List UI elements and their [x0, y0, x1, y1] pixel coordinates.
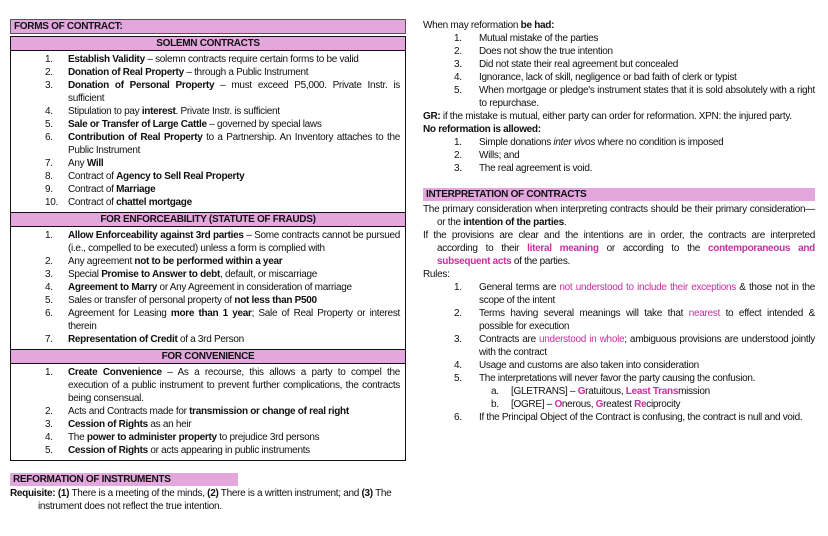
text-segment: Contract of — [68, 171, 117, 182]
list-item — [423, 149, 815, 162]
list-item — [423, 71, 815, 84]
list-item-number: 7. — [45, 158, 53, 169]
list-item-text — [68, 366, 400, 405]
text-segment: . — [563, 217, 567, 228]
list-item-number: 6. — [45, 308, 53, 319]
text-segment: Mutual mistake of the parties — [479, 33, 599, 44]
text-segment: Special — [68, 269, 102, 280]
text-segment: not understood to include their exceptions — [559, 282, 736, 293]
list-item-number: a. — [491, 386, 499, 397]
list-item — [423, 162, 815, 175]
text-segment: Re — [634, 399, 647, 410]
list-item-number: 3. — [45, 419, 53, 430]
no-reformation-list — [423, 136, 815, 175]
list-item-text — [68, 405, 400, 418]
list-item-text — [479, 32, 815, 45]
text-segment: Marriage — [116, 184, 156, 195]
list-item — [11, 53, 400, 66]
text-segment: nerous, — [561, 399, 596, 410]
list-item — [11, 157, 400, 170]
text-segment: Promise to Answer to debt — [101, 269, 221, 280]
text-segment: Least Trans — [625, 386, 679, 397]
text-segment: chattel mortgage — [116, 197, 192, 208]
solemn-contracts-header: SOLEMN CONTRACTS — [11, 37, 405, 51]
text-segment: If the Principal Object of the Contract is confusing, the contract is null and void. — [479, 412, 803, 423]
list-item — [11, 118, 400, 131]
list-item-text — [68, 157, 400, 170]
text-segment: be had: — [520, 20, 555, 31]
list-item-number: 4. — [454, 360, 462, 371]
list-item-number: 5. — [454, 85, 462, 96]
no-reformation-heading — [423, 123, 815, 136]
list-item-number: 2. — [454, 46, 462, 57]
text-segment: Requisite: (1) — [10, 488, 70, 499]
right-column — [423, 19, 815, 513]
text-segment: or acts appearing in public instruments — [147, 445, 310, 456]
list-item-number: 5. — [45, 119, 53, 130]
text-segment: The — [68, 432, 87, 443]
text-segment: ciprocity — [646, 399, 681, 410]
text-segment: Acts and Contracts made for — [68, 406, 190, 417]
text-segment: Agreement to Marry — [68, 282, 158, 293]
list-item — [11, 281, 400, 294]
text-segment: Sales or transfer of personal property of — [68, 295, 235, 306]
left-column — [10, 19, 406, 513]
list-item-number: 4. — [45, 282, 53, 293]
text-segment: contemporaneous and subsequent acts — [437, 243, 815, 267]
text-segment: or Any Agreement in consideration of marriage — [157, 282, 352, 293]
text-segment: (3) — [361, 488, 373, 499]
list-item — [423, 58, 815, 71]
text-segment: Any agreement — [68, 256, 135, 267]
list-item-number: 3. — [45, 269, 53, 280]
list-item-number: 7. — [45, 334, 53, 345]
text-segment: Cession of Rights — [68, 419, 148, 430]
text-segment: Sale or Transfer of Large Cattle — [68, 119, 207, 130]
sub-list-item — [423, 398, 815, 411]
text-segment: When may reformation — [423, 20, 521, 31]
text-segment: to effect intended & possible for execution — [479, 308, 815, 332]
list-item-number: 10. — [45, 197, 59, 208]
text-segment: There is a meeting of the minds, — [69, 488, 208, 499]
rules-label: Rules: — [423, 269, 450, 280]
list-item — [11, 268, 400, 281]
list-item-text — [479, 162, 815, 175]
text-segment: of a 3rd Person — [177, 334, 244, 345]
list-item-text — [68, 294, 400, 307]
list-item-number: 1. — [45, 54, 53, 65]
list-item-text — [479, 45, 815, 58]
forms-of-contract-header: FORMS OF CONTRACT: — [10, 19, 406, 34]
list-item-text — [479, 372, 815, 385]
list-item-text — [479, 281, 815, 307]
interpretation-paragraph-1 — [423, 203, 815, 229]
list-item — [11, 366, 400, 405]
text-segment: if the mistake is mutual, either party can order for reformation. XPN: the injured party. — [440, 111, 792, 122]
text-segment: understood in whole — [539, 334, 625, 345]
text-segment: Representation of Credit — [68, 334, 178, 345]
list-item-text — [479, 84, 815, 110]
enforceability-header: FOR ENFORCEABILITY (STATUTE OF FRAUDS) — [11, 213, 405, 227]
list-item — [11, 294, 400, 307]
list-item-number: 3. — [454, 334, 462, 345]
interpretation-paragraph-2 — [423, 229, 815, 268]
text-segment: – solemn contracts require certain forms to be valid — [144, 54, 359, 65]
list-item-number: 2. — [45, 406, 53, 417]
list-item-text — [479, 149, 815, 162]
list-item — [423, 333, 815, 359]
text-segment: Donation of Personal Property — [68, 80, 215, 91]
text-segment: to a Partnership. An Inventory attaches to the Public Instrument — [68, 132, 400, 156]
text-segment: The real agreement is void. — [479, 163, 593, 174]
text-segment: Ignorance, lack of skill, negligence or bad faith of clerk or typist — [479, 72, 737, 83]
list-item-text — [479, 58, 815, 71]
list-item-number: 9. — [45, 184, 53, 195]
text-segment: [GLETRANS] – — [511, 386, 578, 397]
text-segment: When mortgage or pledge's instrument states that it is sold absolutely with a right to repurchase. — [479, 85, 815, 109]
list-item-number: 6. — [454, 412, 462, 423]
list-item — [11, 196, 400, 209]
text-segment: Allow Enforceability against 3rd parties — [68, 230, 244, 241]
list-item — [423, 372, 815, 385]
text-segment: O — [554, 399, 562, 410]
text-segment: No reformation is allowed: — [423, 124, 541, 135]
text-segment: Any — [68, 158, 87, 169]
list-item-text — [68, 229, 400, 255]
list-item — [11, 229, 400, 255]
convenience-list — [11, 364, 405, 460]
text-segment: Establish Validity — [68, 54, 145, 65]
list-item-text — [68, 307, 400, 333]
list-item — [423, 84, 815, 110]
text-segment: , default, or miscarriage — [220, 269, 318, 280]
list-item-text — [68, 66, 400, 79]
list-item-text — [68, 118, 400, 131]
text-segment: Contribution of Real Property — [68, 132, 203, 143]
text-segment: ; Sale of Real Property or interest therein — [68, 308, 400, 332]
sub-list-item — [423, 385, 815, 398]
text-segment: transmission or change of real right — [189, 406, 349, 417]
list-item-number: 4. — [45, 432, 53, 443]
text-segment: Agreement for Leasing — [68, 308, 171, 319]
text-segment: The primary consideration when interpreting contracts should be their primary consideration—or the — [423, 204, 815, 228]
list-item-text — [68, 281, 400, 294]
list-item-number: 5. — [45, 295, 53, 306]
text-segment: GR: — [423, 111, 441, 122]
text-segment: [OGRE] – — [511, 399, 555, 410]
list-item-text — [479, 307, 815, 333]
text-segment: Stipulation to pay — [68, 106, 142, 117]
list-item — [423, 136, 815, 149]
list-item-number: 1. — [454, 282, 462, 293]
text-segment: literal meaning — [527, 243, 599, 254]
list-item — [11, 79, 400, 105]
contracts-table — [10, 36, 406, 461]
list-item — [11, 431, 400, 444]
text-segment: G — [595, 399, 604, 410]
list-item — [423, 281, 815, 307]
text-segment: Simple donations — [479, 137, 554, 148]
text-segment: nearest — [688, 308, 720, 319]
list-item — [11, 105, 400, 118]
list-item-text — [479, 136, 815, 149]
text-segment: inter vivos — [553, 137, 596, 148]
text-segment: – Some contracts cannot be pursued (i.e., compelled to be executed) unless a form is complied with — [68, 230, 400, 254]
text-segment: as an heir — [147, 419, 192, 430]
text-segment: If the provisions are clear and the intentions are in order, the contracts are interpreted according to their — [423, 230, 815, 254]
list-item-number: 5. — [45, 445, 53, 456]
list-item-number: 3. — [454, 59, 462, 70]
list-item-text — [68, 53, 400, 66]
text-segment: reatest — [603, 399, 635, 410]
list-item-text — [68, 444, 400, 457]
list-item — [11, 418, 400, 431]
text-segment: G — [577, 386, 586, 397]
list-item — [423, 359, 815, 372]
text-segment: ratuitous, — [585, 386, 626, 397]
text-segment: Contract of — [68, 184, 117, 195]
list-item-text — [479, 71, 815, 84]
list-item-text — [68, 79, 400, 105]
list-item-number: 8. — [45, 171, 53, 182]
list-item — [11, 307, 400, 333]
text-segment: power to administer property — [86, 432, 217, 443]
list-item-number: 5. — [454, 373, 462, 384]
text-segment: Does not show the true intention — [479, 46, 613, 57]
list-item-text — [68, 431, 400, 444]
list-item-text — [479, 333, 815, 359]
list-item-number: 1. — [45, 230, 53, 241]
list-item — [423, 45, 815, 58]
solemn-contracts-list — [11, 51, 405, 213]
reformation-of-instruments-header: REFORMATION OF INSTRUMENTS — [10, 473, 238, 486]
list-item — [423, 411, 815, 424]
list-item — [11, 405, 400, 418]
text-segment: Donation of Real Property — [68, 67, 184, 78]
list-item-number: 1. — [454, 137, 462, 148]
list-item-text — [479, 359, 815, 372]
text-segment: General terms are — [479, 282, 560, 293]
list-item-text — [68, 105, 400, 118]
when-reformation-list — [423, 32, 815, 110]
list-item-text — [68, 333, 400, 346]
text-segment: not to be performed within a year — [134, 256, 283, 267]
list-item-text — [68, 196, 400, 209]
text-segment: – must exceed P5,000. Private Instr. is sufficient — [68, 80, 401, 104]
text-segment: – As a recourse, this allows a party to compel the execution of a public instrument to prevent further complications, the contracts being consensual. — [68, 367, 401, 404]
text-segment: – governed by special laws — [206, 119, 322, 130]
list-item-number: b. — [491, 399, 499, 410]
text-segment: Create Convenience — [68, 367, 162, 378]
list-item-number: 3. — [45, 80, 53, 91]
text-segment: ; ambiguous provisions are understood jointly with the contract — [479, 334, 815, 358]
gr-paragraph — [423, 110, 815, 123]
list-item-text — [479, 411, 815, 424]
list-item-text — [68, 268, 400, 281]
text-segment: intention of the parties — [463, 217, 564, 228]
list-item-number: 6. — [45, 132, 53, 143]
list-item — [11, 131, 400, 157]
list-item — [11, 170, 400, 183]
list-item-text — [68, 170, 400, 183]
list-item-number: 2. — [45, 256, 53, 267]
text-segment: Wills; and — [479, 150, 520, 161]
list-item-text — [68, 255, 400, 268]
list-item-number: 2. — [454, 308, 462, 319]
text-segment: Will — [86, 158, 104, 169]
list-item-number: 2. — [454, 150, 462, 161]
list-item-number: 1. — [45, 367, 53, 378]
list-item — [11, 333, 400, 346]
list-item — [423, 307, 815, 333]
text-segment: The instrument does not reflect the true intention. — [38, 488, 392, 512]
list-item — [11, 255, 400, 268]
interpretation-of-contracts-header: INTERPRETATION OF CONTRACTS — [423, 188, 815, 201]
text-segment: Contract of — [68, 197, 117, 208]
text-segment: The interpretations will never favor the party causing the confusion. — [479, 373, 756, 384]
list-item-text — [511, 385, 815, 398]
list-item-number: 4. — [454, 72, 462, 83]
list-item-number: 1. — [454, 33, 462, 44]
text-segment: There is a written instrument; and — [218, 488, 362, 499]
text-segment: Agency to Sell Real Property — [116, 171, 245, 182]
list-item-text — [68, 131, 400, 157]
text-segment: – through a Public Instrument — [183, 67, 309, 78]
list-item-number: 4. — [45, 106, 53, 117]
list-item — [11, 444, 400, 457]
rules-list — [423, 281, 815, 424]
requisite-paragraph — [10, 487, 406, 513]
text-segment: Terms having several meanings will take that — [479, 308, 689, 319]
text-segment: interest — [141, 106, 176, 117]
enforceability-list — [11, 227, 405, 350]
list-item-text — [68, 418, 400, 431]
list-item — [423, 32, 815, 45]
text-segment: mission — [678, 386, 710, 397]
list-item — [11, 66, 400, 79]
text-segment: Cession of Rights — [68, 445, 148, 456]
when-reformation-heading — [423, 19, 815, 32]
text-segment: more than 1 year — [170, 308, 252, 319]
text-segment: not less than P500 — [234, 295, 317, 306]
convenience-header: FOR CONVENIENCE — [11, 350, 405, 364]
text-segment: where no condition is imposed — [595, 137, 724, 148]
text-segment: . Private Instr. is sufficient — [175, 106, 280, 117]
list-item-text — [511, 398, 815, 411]
list-item-number: 3. — [454, 163, 462, 174]
list-item-number: 2. — [45, 67, 53, 78]
text-segment: of the parties. — [511, 256, 570, 267]
list-item — [11, 183, 400, 196]
text-segment: Usage and customs are also taken into consideration — [479, 360, 699, 371]
text-segment: Contracts are — [479, 334, 540, 345]
text-segment: to prejudice 3rd persons — [216, 432, 320, 443]
text-segment: Did not state their real agreement but concealed — [479, 59, 679, 70]
text-segment: or according to the — [598, 243, 708, 254]
text-segment: (2) — [207, 488, 219, 499]
text-segment: & those not in the scope of the intent — [479, 282, 815, 306]
list-item-text — [68, 183, 400, 196]
